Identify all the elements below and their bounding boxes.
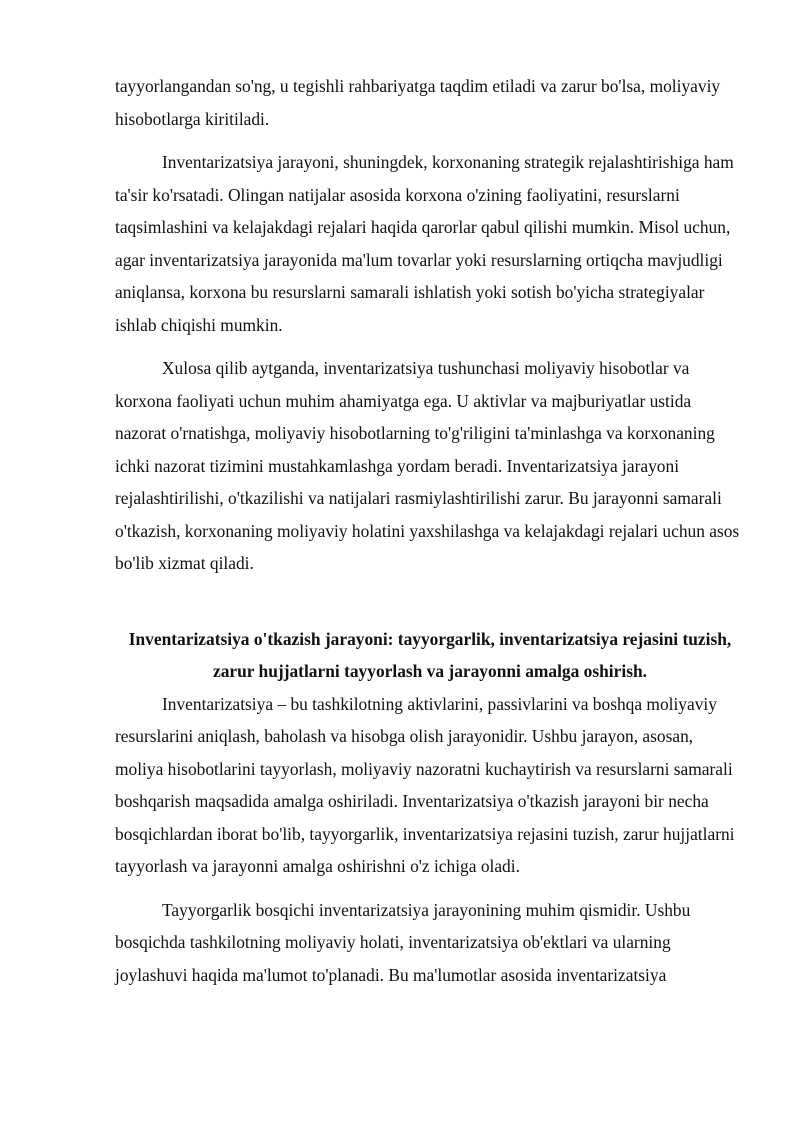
paragraph-spacer: [115, 135, 745, 146]
section-spacer: [115, 580, 745, 623]
paragraph-preparation: Tayyorgarlik bosqichi inventarizatsiya jarayonining muhim qismidir. Ushbu bosqichda tashkilotning moliyaviy holati, inventarizatsiya ob'ektlari va ularning joylashuvi haqida ma'lumot to'planadi. Bu ma'lumotlar asosida inventarizatsiya: [115, 899, 691, 985]
paragraph-definition: Inventarizatsiya – bu tashkilotning aktivlarini, passivlarini va boshqa moliyaviy resurslarini aniqlash, baholash va hisobga olish jarayonidir. Ushbu jarayon, asosan, moliya hisobotlarini tayyorlash, moliyaviy nazoratni kuchaytirish va resurslarni samarali boshqarish maqsadida amalga oshiriladi. Inventarizatsiya o'tkazish jarayoni bir necha bosqichlardan iborat bo'lib, tayyorgarlik, inventarizatsiya rejasini tuzish, zarur hujjatlarni tayyorlash va jarayonni amalga oshirishni o'z ichiga oladi.: [115, 693, 735, 876]
paragraph-continuation: tayyorlangandan so'ng, u tegishli rahbariyatga taqdim etiladi va zarur bo'lsa, moliyaviy hisobotlarga kiritiladi.: [115, 76, 721, 129]
paragraph-conclusion: Xulosa qilib aytganda, inventarizatsiya tushunchasi moliyaviy hisobotlar va korxona faoliyati uchun muhim ahamiyatga ega. U aktivlar va majburiyatlar ustida nazorat o'rnatishga, moliyaviy hisobotlarning to'g'riligini ta'minlashga va korxonaning ichki nazorat tizimini mustahkamlashga yordam beradi. Inventarizatsiya jarayoni rejalashtirilishi, o'tkazilishi va natijalari rasmiylashtirilishi zarur. Bu jarayonni samarali o'tkazish, korxonaning moliyaviy holatini yaxshilashga va kelajakdagi rejalari uchun asos bo'lib xizmat qiladi.: [115, 358, 740, 573]
section-heading: Inventarizatsiya o'tkazish jarayoni: tayyorgarlik, inventarizatsiya rejasini tuzish, zarur hujjatlarni tayyorlash va jarayonni amalga oshirish.: [128, 628, 732, 681]
paragraph-spacer: [115, 341, 745, 352]
document-body: [115, 70, 745, 991]
paragraph-spacer: [115, 883, 745, 894]
paragraph-strategic-planning: Inventarizatsiya jarayoni, shuningdek, korxonaning strategik rejalashtirishiga ham ta'sir ko'rsatadi. Olingan natijalar asosida korxona o'zining faoliyatini, resurslarni taqsimlashini va kelajakdagi rejalari haqida qarorlar qabul qilishi mumkin. Misol uchun, agar inventarizatsiya jarayonida ma'lum tovarlar yoki resurslarning ortiqcha mavjudligi aniqlansa, korxona bu resurslarni samarali ishlatish yoki sotish bo'yicha strategiyalar ishlab chiqishi mumkin.: [115, 152, 734, 335]
